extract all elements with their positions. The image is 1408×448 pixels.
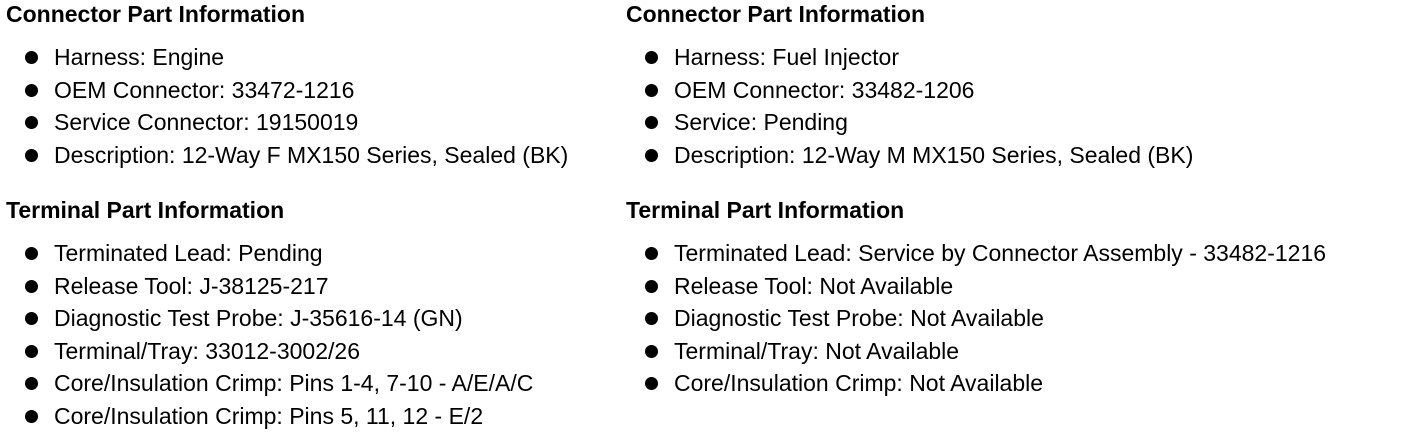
section-heading: Connector Part Information (626, 1, 926, 27)
list-item (6, 302, 533, 335)
bullet-icon (25, 149, 38, 162)
list-item-text: Core/Insulation Crimp: Not Available (674, 370, 1044, 397)
list-item (6, 106, 568, 139)
list-item-text: Release Tool: J-38125-217 (54, 272, 329, 299)
list-item-text: Core/Insulation Crimp: Pins 5, 11, 12 - E/2 (54, 402, 484, 429)
list-item-text: Terminal/Tray: Not Available (674, 337, 960, 364)
list-item (626, 139, 1193, 172)
list-item-text: Diagnostic Test Probe: J-35616-14 (GN) (54, 305, 463, 332)
list-item (626, 270, 1326, 303)
list-item-text: Diagnostic Test Probe: Not Available (674, 305, 1044, 332)
bullet-icon (25, 377, 38, 390)
list-item (6, 237, 533, 270)
bullet-icon (645, 280, 658, 293)
list-item-text: Core/Insulation Crimp: Pins 1-4, 7-10 - A/E/A/C (54, 370, 534, 397)
list-item (6, 41, 568, 74)
bullet-icon (645, 377, 658, 390)
bullet-list (6, 41, 568, 171)
list-item-text: Harness: Engine (54, 44, 225, 70)
list-item (6, 74, 568, 107)
bullet-icon (25, 280, 38, 293)
bullet-icon (645, 312, 658, 325)
list-item (626, 302, 1326, 335)
section-heading: Connector Part Information (6, 1, 306, 27)
connector-part-section (6, 0, 569, 168)
bullet-icon (25, 247, 38, 260)
list-item (6, 270, 533, 303)
list-item-text: Release Tool: Not Available (674, 272, 954, 299)
bullet-icon (645, 84, 658, 97)
list-item-text: OEM Connector: 33482-1206 (674, 76, 975, 103)
list-item-text: Terminated Lead: Pending (54, 240, 323, 266)
list-item-text: Harness: Fuel Injector (674, 44, 899, 70)
list-item (626, 41, 1193, 74)
bullet-icon (645, 247, 658, 260)
list-item (6, 335, 533, 368)
list-item (6, 367, 533, 400)
bullet-icon (645, 116, 658, 129)
bullet-icon (645, 51, 658, 64)
bullet-list (626, 41, 1193, 171)
bullet-icon (25, 116, 38, 129)
connector-part-section (626, 0, 1194, 168)
bullet-icon (25, 84, 38, 97)
list-item-text: Description: 12-Way F MX150 Series, Sealed (BK) (54, 141, 569, 168)
list-item (626, 106, 1193, 139)
list-item-text: Terminated Lead: Service by Connector Assembly - 33482-1216 (674, 240, 1327, 266)
list-item-text: Description: 12-Way M MX150 Series, Sealed (BK) (674, 141, 1194, 168)
list-item-text: Service Connector: 19150019 (54, 109, 359, 136)
list-item-text: Service: Pending (674, 109, 848, 136)
terminal-part-section (626, 196, 1327, 397)
bullet-icon (25, 312, 38, 325)
section-heading: Terminal Part Information (6, 197, 285, 223)
bullet-icon (645, 345, 658, 358)
bullet-icon (645, 149, 658, 162)
list-item (626, 74, 1193, 107)
bullet-list (6, 237, 533, 433)
bullet-icon (25, 51, 38, 64)
bullet-icon (25, 345, 38, 358)
list-item-text: Terminal/Tray: 33012-3002/26 (54, 337, 360, 364)
list-item (626, 367, 1326, 400)
list-item (626, 335, 1326, 368)
terminal-part-section (6, 196, 534, 429)
list-item (626, 237, 1326, 270)
list-item (6, 400, 533, 433)
section-heading: Terminal Part Information (626, 197, 905, 223)
list-item (6, 139, 568, 172)
bullet-icon (25, 410, 38, 423)
list-item-text: OEM Connector: 33472-1216 (54, 76, 355, 103)
bullet-list (626, 237, 1326, 400)
